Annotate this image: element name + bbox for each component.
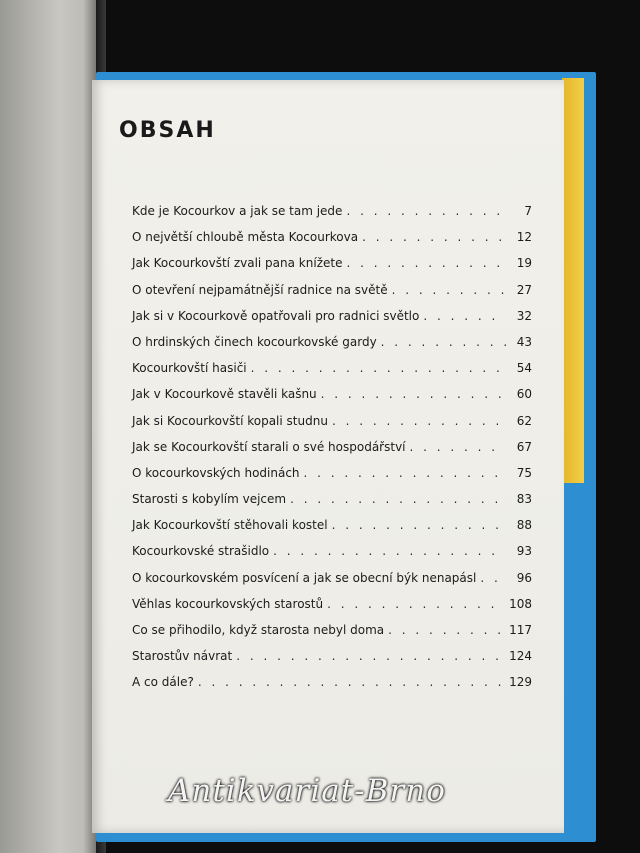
toc-entry-page: 129 bbox=[509, 675, 532, 690]
toc-entry-page: 43 bbox=[516, 334, 532, 349]
toc-entry-page: 7 bbox=[524, 204, 532, 218]
toc-entry bbox=[132, 571, 532, 597]
toc-entry-page: 124 bbox=[509, 649, 532, 664]
toc-entry-title: Kde je Kocourkov a jak se tam jede bbox=[132, 204, 343, 218]
toc-entry-title: Věhlas kocourkovských starostů bbox=[132, 596, 324, 611]
toc-entry bbox=[132, 623, 532, 649]
toc-entry-page: 108 bbox=[509, 596, 532, 611]
toc-entry-title: Jak si Kocourkovští kopali studnu bbox=[132, 413, 328, 428]
dot-leader bbox=[392, 283, 506, 297]
toc-entry-title: Jak se Kocourkovští starali o své hospodářství bbox=[132, 439, 406, 454]
toc-entry-title: O hrdinských činech kocourkovské gardy bbox=[132, 334, 377, 349]
cover-illustration-edge bbox=[562, 78, 584, 483]
dot-leader bbox=[480, 571, 506, 585]
toc-entry-page: 27 bbox=[516, 282, 532, 297]
toc-entry-page: 54 bbox=[516, 361, 532, 376]
toc-entry bbox=[132, 492, 532, 518]
toc-entry bbox=[132, 597, 532, 623]
toc-entry-page: 117 bbox=[509, 623, 532, 637]
toc-entry-title: O otevření nejpamátnější radnice na světě bbox=[132, 282, 388, 297]
facing-page bbox=[0, 0, 98, 853]
toc-entry-page: 62 bbox=[516, 413, 532, 428]
toc-entry-page: 83 bbox=[516, 492, 532, 507]
toc-entry-title: Starostův návrat bbox=[132, 649, 233, 664]
toc-entry-page: 93 bbox=[516, 544, 532, 559]
toc-entry-title: Kocourkovští hasiči bbox=[132, 361, 247, 376]
dot-leader bbox=[362, 230, 506, 244]
toc-entry bbox=[132, 283, 532, 309]
toc-entry-page: 12 bbox=[516, 230, 532, 245]
watermark: Antikvariat-Brno bbox=[168, 773, 446, 809]
dot-leader bbox=[346, 256, 506, 270]
toc-entry-title: Co se přihodilo, když starosta nebyl doma bbox=[132, 623, 385, 637]
dot-leader bbox=[273, 544, 506, 558]
dot-leader bbox=[251, 361, 506, 375]
toc-entry-title: Kocourkovské strašidlo bbox=[132, 544, 270, 559]
dot-leader bbox=[290, 492, 506, 506]
table-of-contents bbox=[132, 204, 532, 702]
toc-entry-title: O kocourkovských hodinách bbox=[132, 465, 300, 480]
toc-entry bbox=[132, 440, 532, 466]
dot-leader bbox=[410, 440, 506, 454]
dot-leader bbox=[381, 335, 506, 349]
toc-entry bbox=[132, 518, 532, 544]
dot-leader bbox=[236, 649, 505, 663]
contents-heading: OBSAH bbox=[119, 118, 216, 143]
dot-leader bbox=[304, 466, 506, 480]
dot-leader bbox=[423, 309, 506, 323]
toc-entry bbox=[132, 466, 532, 492]
toc-entry-title: Jak si v Kocourkově opatřovali pro radnici světlo bbox=[132, 308, 420, 323]
toc-entry bbox=[132, 335, 532, 361]
toc-entry bbox=[132, 204, 532, 230]
toc-entry-title: A co dále? bbox=[132, 675, 194, 690]
dot-leader bbox=[346, 204, 506, 218]
toc-entry bbox=[132, 675, 532, 701]
toc-entry-title: O největší chloubě města Kocourkova bbox=[132, 230, 359, 245]
toc-entry-page: 88 bbox=[516, 518, 532, 533]
toc-entry-page: 60 bbox=[516, 387, 532, 402]
dot-leader bbox=[332, 414, 506, 428]
toc-entry bbox=[132, 414, 532, 440]
toc-entry-page: 32 bbox=[516, 308, 532, 323]
dot-leader bbox=[388, 623, 505, 637]
toc-entry bbox=[132, 309, 532, 335]
toc-entry-title: O kocourkovském posvícení a jak se obecní býk nenapásl bbox=[132, 570, 477, 585]
toc-entry bbox=[132, 387, 532, 413]
dot-leader bbox=[327, 597, 505, 611]
toc-entry bbox=[132, 256, 532, 282]
toc-entry bbox=[132, 361, 532, 387]
toc-entry-title: Starosti s kobylím vejcem bbox=[132, 492, 287, 507]
toc-entry bbox=[132, 544, 532, 570]
dot-leader bbox=[332, 518, 506, 532]
toc-entry-page: 96 bbox=[516, 570, 532, 585]
dot-leader bbox=[198, 675, 505, 689]
toc-entry-title: Jak Kocourkovští zvali pana knížete bbox=[132, 256, 343, 271]
toc-entry-page: 19 bbox=[516, 256, 532, 271]
toc-entry-page: 67 bbox=[516, 439, 532, 454]
dot-leader bbox=[321, 387, 506, 401]
toc-entry-page: 75 bbox=[516, 465, 532, 480]
toc-entry-title: Jak v Kocourkově stavěli kašnu bbox=[132, 387, 317, 402]
toc-entry-title: Jak Kocourkovští stěhovali kostel bbox=[132, 518, 328, 533]
toc-entry bbox=[132, 649, 532, 675]
toc-entry bbox=[132, 230, 532, 256]
